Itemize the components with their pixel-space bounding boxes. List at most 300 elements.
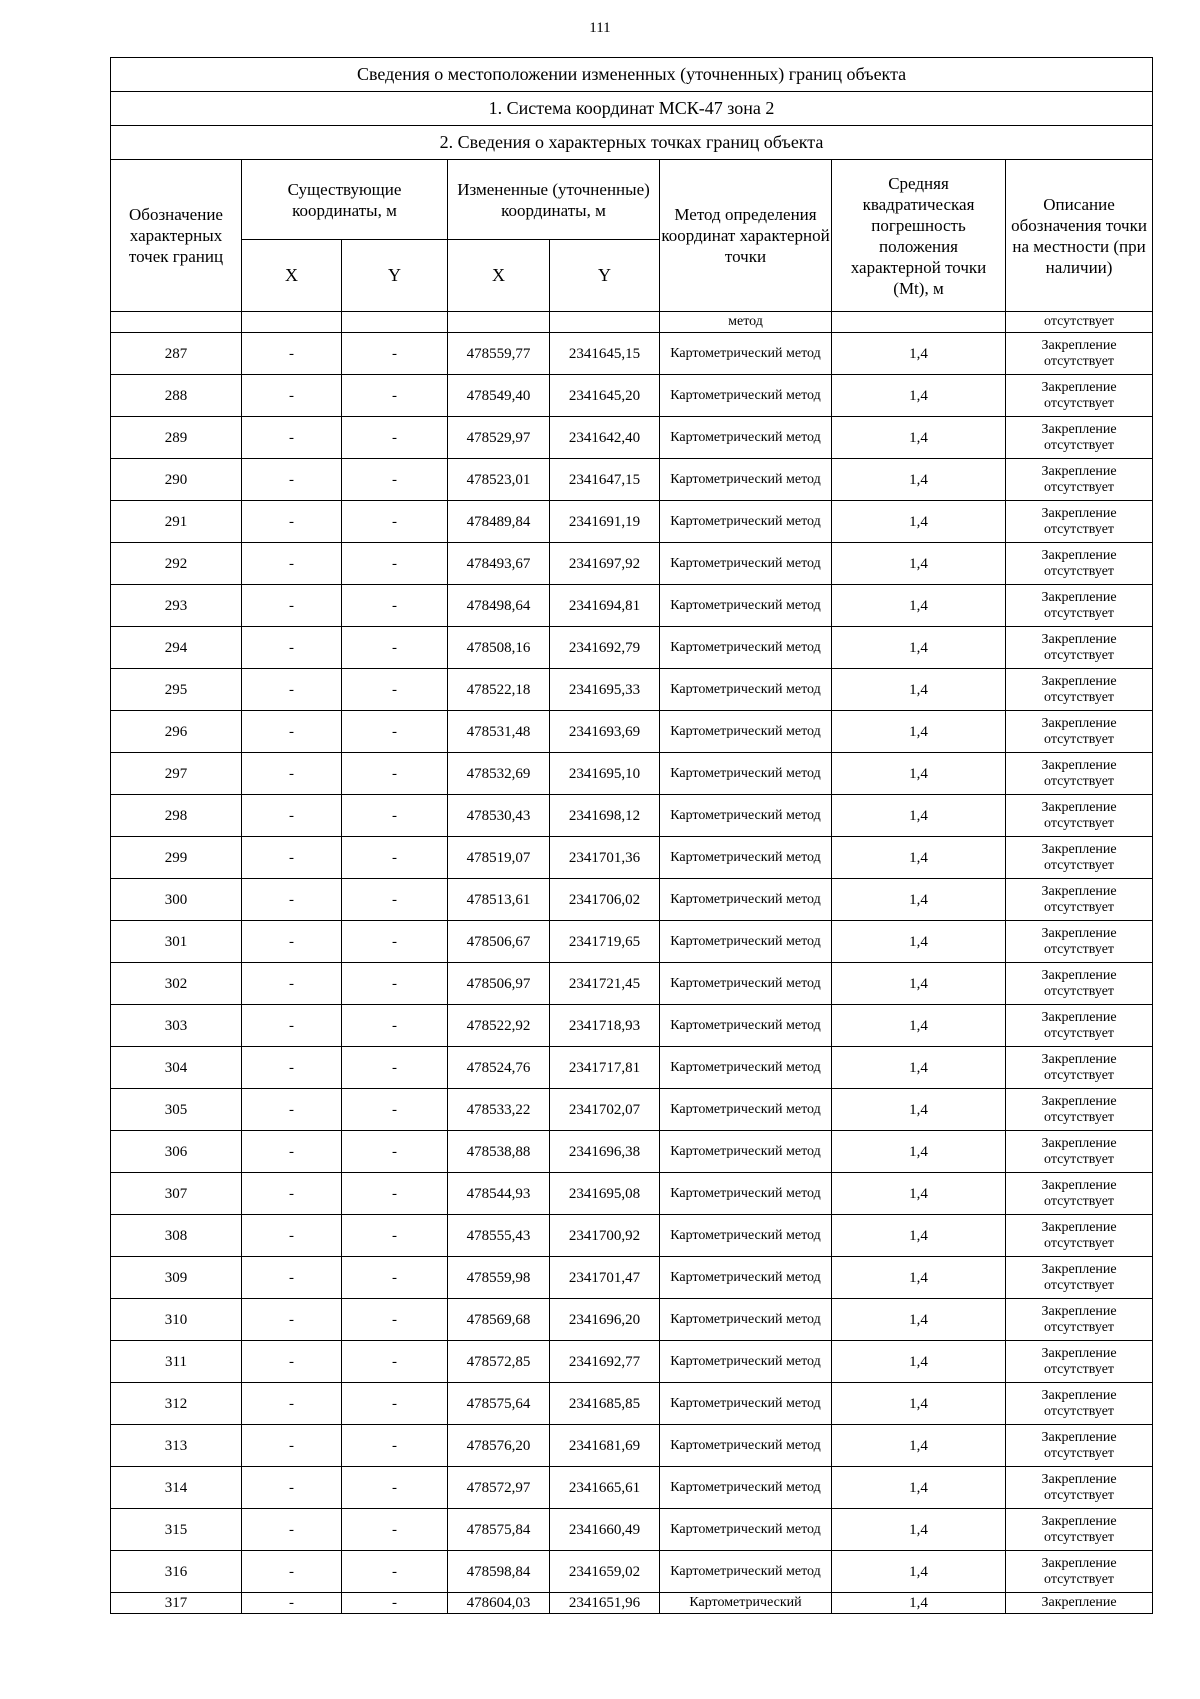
cell-existing-x: - — [242, 627, 342, 669]
cell-description: Закрепление отсутствует — [1006, 795, 1153, 837]
cell-x: 478493,67 — [448, 543, 550, 585]
cell-existing-x: - — [242, 1005, 342, 1047]
cell-description: Закрепление отсутствует — [1006, 669, 1153, 711]
cell-description: Закрепление отсутствует — [1006, 753, 1153, 795]
header-existing-x: X — [242, 240, 342, 312]
cell-existing-y: - — [342, 753, 448, 795]
table-row — [111, 1131, 1153, 1173]
cell-description: Закрепление отсутствует — [1006, 1089, 1153, 1131]
cell-mt: 1,4 — [832, 627, 1006, 669]
cell-method: Картометрический метод — [660, 333, 832, 375]
table-row — [111, 795, 1153, 837]
cell-existing-y: - — [342, 585, 448, 627]
cell-description: отсутствует — [1006, 312, 1153, 333]
table-title: Сведения о местоположении измененных (уточненных) границ объекта — [111, 58, 1153, 92]
cell-y: 2341645,20 — [550, 375, 660, 417]
cell-x: 478523,01 — [448, 459, 550, 501]
cell-mt: 1,4 — [832, 501, 1006, 543]
continuation-row — [111, 312, 1153, 333]
cell-point: 298 — [111, 795, 242, 837]
cell-description: Закрепление отсутствует — [1006, 1299, 1153, 1341]
cell-x: 478559,77 — [448, 333, 550, 375]
cell-method: Картометрический метод — [660, 375, 832, 417]
cell-existing-y: - — [342, 1341, 448, 1383]
cell-existing-y: - — [342, 417, 448, 459]
cell-existing-y: - — [342, 1257, 448, 1299]
cell-x: 478506,67 — [448, 921, 550, 963]
cell-existing-x: - — [242, 1425, 342, 1467]
cell-y: 2341692,79 — [550, 627, 660, 669]
cell-mt: 1,4 — [832, 1173, 1006, 1215]
cell-existing-y: - — [342, 1551, 448, 1593]
table-row — [111, 921, 1153, 963]
table-row — [111, 1173, 1153, 1215]
cell-x: 478513,61 — [448, 879, 550, 921]
cell-method: Картометрический метод — [660, 1089, 832, 1131]
cell-y: 2341692,77 — [550, 1341, 660, 1383]
table-row — [111, 1089, 1153, 1131]
cell-y: 2341645,15 — [550, 333, 660, 375]
cell-method: Картометрический метод — [660, 1467, 832, 1509]
cell-description: Закрепление отсутствует — [1006, 963, 1153, 1005]
cell-method: Картометрический метод — [660, 753, 832, 795]
table-row — [111, 1257, 1153, 1299]
cell-description: Закрепление отсутствует — [1006, 1047, 1153, 1089]
cell-point: 297 — [111, 753, 242, 795]
cell-existing-y: - — [342, 711, 448, 753]
cell-point: 296 — [111, 711, 242, 753]
cell-x: 478530,43 — [448, 795, 550, 837]
cell-y: 2341717,81 — [550, 1047, 660, 1089]
cell-existing-x: - — [242, 1089, 342, 1131]
cell-y: 2341642,40 — [550, 417, 660, 459]
cell-point — [111, 312, 242, 333]
cell-mt: 1,4 — [832, 543, 1006, 585]
cell-method: Картометрический метод — [660, 1047, 832, 1089]
cell-existing-x — [242, 312, 342, 333]
cell-description: Закрепление отсутствует — [1006, 921, 1153, 963]
cell-y: 2341718,93 — [550, 1005, 660, 1047]
cell-point: 307 — [111, 1173, 242, 1215]
table-row — [111, 753, 1153, 795]
cell-existing-x: - — [242, 963, 342, 1005]
cell-x — [448, 312, 550, 333]
cell-method: Картометрический метод — [660, 963, 832, 1005]
cell-y: 2341701,47 — [550, 1257, 660, 1299]
cell-x: 478538,88 — [448, 1131, 550, 1173]
table-row — [111, 963, 1153, 1005]
header-changed-y: Y — [550, 240, 660, 312]
cell-existing-y: - — [342, 837, 448, 879]
header-changed-coordinates: Измененные (уточненные) координаты, м — [448, 160, 660, 240]
table-row — [111, 333, 1153, 375]
cell-method: Картометрический метод — [660, 1173, 832, 1215]
header-existing-coordinates: Существующие координаты, м — [242, 160, 448, 240]
cell-method: Картометрический метод — [660, 1551, 832, 1593]
cell-existing-y: - — [342, 501, 448, 543]
cell-existing-x: - — [242, 921, 342, 963]
cell-existing-y: - — [342, 1383, 448, 1425]
table-row — [111, 501, 1153, 543]
table-row — [111, 1509, 1153, 1551]
cell-y — [550, 312, 660, 333]
cell-mt: 1,4 — [832, 1005, 1006, 1047]
cell-mt: 1,4 — [832, 837, 1006, 879]
cell-method: Картометрический — [660, 1593, 832, 1614]
cell-point: 287 — [111, 333, 242, 375]
cell-existing-x: - — [242, 1551, 342, 1593]
cell-x: 478506,97 — [448, 963, 550, 1005]
cell-description: Закрепление отсутствует — [1006, 1383, 1153, 1425]
cell-y: 2341696,20 — [550, 1299, 660, 1341]
cell-existing-x: - — [242, 837, 342, 879]
cell-mt: 1,4 — [832, 963, 1006, 1005]
cell-method: Картометрический метод — [660, 1005, 832, 1047]
cell-mt: 1,4 — [832, 1467, 1006, 1509]
cell-mt: 1,4 — [832, 753, 1006, 795]
cell-point: 301 — [111, 921, 242, 963]
table-row — [111, 1005, 1153, 1047]
cell-existing-y: - — [342, 669, 448, 711]
points-section-title: 2. Сведения о характерных точках границ объекта — [111, 126, 1153, 160]
cell-mt: 1,4 — [832, 1131, 1006, 1173]
cell-x: 478489,84 — [448, 501, 550, 543]
cell-y: 2341691,19 — [550, 501, 660, 543]
cell-method: метод — [660, 312, 832, 333]
cell-description: Закрепление отсутствует — [1006, 1551, 1153, 1593]
cell-description: Закрепление отсутствует — [1006, 1467, 1153, 1509]
cell-existing-y: - — [342, 1005, 448, 1047]
cell-description: Закрепление отсутствует — [1006, 501, 1153, 543]
cell-point: 294 — [111, 627, 242, 669]
cell-existing-x: - — [242, 669, 342, 711]
table-row — [111, 1299, 1153, 1341]
cell-point: 295 — [111, 669, 242, 711]
cell-description: Закрепление отсутствует — [1006, 627, 1153, 669]
cell-y: 2341719,65 — [550, 921, 660, 963]
cell-method: Картометрический метод — [660, 1257, 832, 1299]
cell-mt: 1,4 — [832, 333, 1006, 375]
cell-y: 2341698,12 — [550, 795, 660, 837]
cell-description: Закрепление отсутствует — [1006, 417, 1153, 459]
cell-y: 2341706,02 — [550, 879, 660, 921]
cell-x: 478576,20 — [448, 1425, 550, 1467]
page-number: 111 — [589, 20, 611, 36]
coordinate-system: 1. Система координат МСК-47 зона 2 — [111, 92, 1153, 126]
cell-point: 316 — [111, 1551, 242, 1593]
cell-existing-x: - — [242, 543, 342, 585]
cell-mt: 1,4 — [832, 585, 1006, 627]
cell-y: 2341660,49 — [550, 1509, 660, 1551]
cell-x: 478575,64 — [448, 1383, 550, 1425]
cell-existing-x: - — [242, 795, 342, 837]
cell-x: 478508,16 — [448, 627, 550, 669]
cell-y: 2341685,85 — [550, 1383, 660, 1425]
cell-method: Картометрический метод — [660, 501, 832, 543]
cell-existing-x: - — [242, 1131, 342, 1173]
cell-x: 478559,98 — [448, 1257, 550, 1299]
cell-existing-x: - — [242, 1341, 342, 1383]
cell-point: 308 — [111, 1215, 242, 1257]
cell-existing-y: - — [342, 1467, 448, 1509]
cell-mt: 1,4 — [832, 795, 1006, 837]
cell-mt: 1,4 — [832, 1425, 1006, 1467]
cell-y: 2341651,96 — [550, 1593, 660, 1614]
cell-existing-x: - — [242, 1467, 342, 1509]
cell-y: 2341681,69 — [550, 1425, 660, 1467]
cell-method: Картометрический метод — [660, 459, 832, 501]
table-row — [111, 417, 1153, 459]
cell-existing-y: - — [342, 1425, 448, 1467]
cell-point: 309 — [111, 1257, 242, 1299]
cell-method: Картометрический метод — [660, 669, 832, 711]
cell-mt: 1,4 — [832, 417, 1006, 459]
cell-method: Картометрический метод — [660, 585, 832, 627]
cell-method: Картометрический метод — [660, 837, 832, 879]
cell-x: 478533,22 — [448, 1089, 550, 1131]
cell-description: Закрепление отсутствует — [1006, 711, 1153, 753]
cell-y: 2341647,15 — [550, 459, 660, 501]
cell-existing-y: - — [342, 1089, 448, 1131]
cell-mt: 1,4 — [832, 375, 1006, 417]
table-row — [111, 375, 1153, 417]
table-row — [111, 1551, 1153, 1593]
table-row — [111, 627, 1153, 669]
cell-existing-x: - — [242, 375, 342, 417]
cell-existing-x: - — [242, 333, 342, 375]
cell-existing-x: - — [242, 1509, 342, 1551]
cell-point: 317 — [111, 1593, 242, 1614]
cell-x: 478572,85 — [448, 1341, 550, 1383]
cell-mt: 1,4 — [832, 921, 1006, 963]
cell-method: Картометрический метод — [660, 543, 832, 585]
table-row — [111, 1047, 1153, 1089]
cell-existing-x: - — [242, 417, 342, 459]
cell-mt: 1,4 — [832, 1089, 1006, 1131]
cell-mt: 1,4 — [832, 459, 1006, 501]
cell-existing-x: - — [242, 501, 342, 543]
cell-description: Закрепление отсутствует — [1006, 1425, 1153, 1467]
table-row — [111, 1425, 1153, 1467]
cell-existing-y: - — [342, 459, 448, 501]
cell-y: 2341695,10 — [550, 753, 660, 795]
cell-existing-y: - — [342, 963, 448, 1005]
cell-mt: 1,4 — [832, 1047, 1006, 1089]
cell-method: Картометрический метод — [660, 1341, 832, 1383]
cell-existing-x: - — [242, 1593, 342, 1614]
cell-description: Закрепление отсутствует — [1006, 837, 1153, 879]
header-existing-y: Y — [342, 240, 448, 312]
cell-method: Картометрический метод — [660, 921, 832, 963]
cell-mt: 1,4 — [832, 1551, 1006, 1593]
cell-description: Закрепление отсутствует — [1006, 1509, 1153, 1551]
cell-mt: 1,4 — [832, 1299, 1006, 1341]
cell-existing-x: - — [242, 753, 342, 795]
cell-method: Картометрический метод — [660, 417, 832, 459]
cell-y: 2341695,08 — [550, 1173, 660, 1215]
cell-point: 291 — [111, 501, 242, 543]
cell-y: 2341721,45 — [550, 963, 660, 1005]
cell-x: 478575,84 — [448, 1509, 550, 1551]
cell-description: Закрепление отсутствует — [1006, 333, 1153, 375]
cell-point: 304 — [111, 1047, 242, 1089]
table-row — [111, 459, 1153, 501]
cell-description: Закрепление отсутствует — [1006, 585, 1153, 627]
boundary-points-table — [110, 57, 1153, 1614]
cell-description: Закрепление отсутствует — [1006, 1131, 1153, 1173]
cell-existing-y: - — [342, 1173, 448, 1215]
cell-point: 289 — [111, 417, 242, 459]
cell-existing-y — [342, 312, 448, 333]
cell-x: 478519,07 — [448, 837, 550, 879]
cell-method: Картометрический метод — [660, 1509, 832, 1551]
cell-x: 478529,97 — [448, 417, 550, 459]
cell-method: Картометрический метод — [660, 1299, 832, 1341]
cell-x: 478598,84 — [448, 1551, 550, 1593]
cell-point: 313 — [111, 1425, 242, 1467]
cell-mt: 1,4 — [832, 1215, 1006, 1257]
table-row — [111, 1467, 1153, 1509]
cell-mt: 1,4 — [832, 1593, 1006, 1614]
cell-x: 478572,97 — [448, 1467, 550, 1509]
cell-method: Картометрический метод — [660, 711, 832, 753]
cell-point: 288 — [111, 375, 242, 417]
cell-y: 2341659,02 — [550, 1551, 660, 1593]
cell-existing-y: - — [342, 879, 448, 921]
cell-existing-x: - — [242, 1173, 342, 1215]
cell-existing-x: - — [242, 1383, 342, 1425]
cell-mt: 1,4 — [832, 1257, 1006, 1299]
table-row — [111, 1383, 1153, 1425]
cell-description: Закрепление отсутствует — [1006, 1173, 1153, 1215]
cell-description: Закрепление отсутствует — [1006, 879, 1153, 921]
header-error: Средняя квадратическая погрешность положения характерной точки (Mt), м — [832, 160, 1006, 312]
table-row — [111, 1215, 1153, 1257]
cell-x: 478532,69 — [448, 753, 550, 795]
cell-description: Закрепление отсутствует — [1006, 459, 1153, 501]
cell-mt: 1,4 — [832, 879, 1006, 921]
cell-mt — [832, 312, 1006, 333]
cell-x: 478549,40 — [448, 375, 550, 417]
table-row — [111, 837, 1153, 879]
cell-point: 311 — [111, 1341, 242, 1383]
cell-y: 2341695,33 — [550, 669, 660, 711]
cell-y: 2341694,81 — [550, 585, 660, 627]
cell-y: 2341700,92 — [550, 1215, 660, 1257]
cell-description: Закрепление — [1006, 1593, 1153, 1614]
cell-existing-y: - — [342, 921, 448, 963]
cell-point: 314 — [111, 1467, 242, 1509]
cell-description: Закрепление отсутствует — [1006, 543, 1153, 585]
cell-point: 300 — [111, 879, 242, 921]
cell-x: 478498,64 — [448, 585, 550, 627]
cell-mt: 1,4 — [832, 1341, 1006, 1383]
cell-y: 2341697,92 — [550, 543, 660, 585]
cell-existing-y: - — [342, 333, 448, 375]
cell-description: Закрепление отсутствует — [1006, 1341, 1153, 1383]
cell-y: 2341702,07 — [550, 1089, 660, 1131]
cell-x: 478531,48 — [448, 711, 550, 753]
cell-existing-y: - — [342, 1215, 448, 1257]
cell-existing-y: - — [342, 1131, 448, 1173]
cell-method: Картометрический метод — [660, 1215, 832, 1257]
cell-x: 478569,68 — [448, 1299, 550, 1341]
table-row — [111, 1341, 1153, 1383]
cell-x: 478604,03 — [448, 1593, 550, 1614]
cell-method: Картометрический метод — [660, 1131, 832, 1173]
table-row — [111, 543, 1153, 585]
cell-description: Закрепление отсутствует — [1006, 1005, 1153, 1047]
header-method: Метод определения координат характерной точки — [660, 160, 832, 312]
table-row — [111, 585, 1153, 627]
cell-existing-x: - — [242, 1215, 342, 1257]
cell-existing-x: - — [242, 585, 342, 627]
cell-x: 478522,92 — [448, 1005, 550, 1047]
table-row — [111, 711, 1153, 753]
cell-point: 305 — [111, 1089, 242, 1131]
cell-existing-x: - — [242, 459, 342, 501]
cell-method: Картометрический метод — [660, 1425, 832, 1467]
cell-existing-y: - — [342, 795, 448, 837]
cell-existing-y: - — [342, 1299, 448, 1341]
cell-y: 2341696,38 — [550, 1131, 660, 1173]
cell-existing-y: - — [342, 1047, 448, 1089]
table-row — [111, 879, 1153, 921]
cell-point: 312 — [111, 1383, 242, 1425]
cell-mt: 1,4 — [832, 711, 1006, 753]
cell-x: 478555,43 — [448, 1215, 550, 1257]
cell-x: 478544,93 — [448, 1173, 550, 1215]
cell-method: Картометрический метод — [660, 1383, 832, 1425]
cell-existing-x: - — [242, 711, 342, 753]
cell-point: 310 — [111, 1299, 242, 1341]
cell-x: 478522,18 — [448, 669, 550, 711]
cell-existing-x: - — [242, 1299, 342, 1341]
cell-existing-x: - — [242, 879, 342, 921]
cell-existing-y: - — [342, 1509, 448, 1551]
cell-existing-y: - — [342, 627, 448, 669]
cell-method: Картометрический метод — [660, 879, 832, 921]
cell-point: 290 — [111, 459, 242, 501]
cell-mt: 1,4 — [832, 1383, 1006, 1425]
cell-existing-x: - — [242, 1047, 342, 1089]
cell-mt: 1,4 — [832, 669, 1006, 711]
cell-method: Картометрический метод — [660, 795, 832, 837]
header-description: Описание обозначения точки на местности (при наличии) — [1006, 160, 1153, 312]
cell-existing-x: - — [242, 1257, 342, 1299]
cell-point: 306 — [111, 1131, 242, 1173]
cell-point: 292 — [111, 543, 242, 585]
cell-point: 302 — [111, 963, 242, 1005]
cell-point: 315 — [111, 1509, 242, 1551]
cell-y: 2341693,69 — [550, 711, 660, 753]
cell-existing-y: - — [342, 375, 448, 417]
cell-description: Закрепление отсутствует — [1006, 1257, 1153, 1299]
table-row — [111, 669, 1153, 711]
cell-mt: 1,4 — [832, 1509, 1006, 1551]
cell-method: Картометрический метод — [660, 627, 832, 669]
header-changed-x: X — [448, 240, 550, 312]
cell-y: 2341665,61 — [550, 1467, 660, 1509]
cell-description: Закрепление отсутствует — [1006, 375, 1153, 417]
cell-existing-y: - — [342, 1593, 448, 1614]
cell-point: 303 — [111, 1005, 242, 1047]
header-designation: Обозначение характерных точек границ — [111, 160, 242, 312]
cell-point: 293 — [111, 585, 242, 627]
cell-x: 478524,76 — [448, 1047, 550, 1089]
table-row — [111, 1593, 1153, 1614]
cell-y: 2341701,36 — [550, 837, 660, 879]
